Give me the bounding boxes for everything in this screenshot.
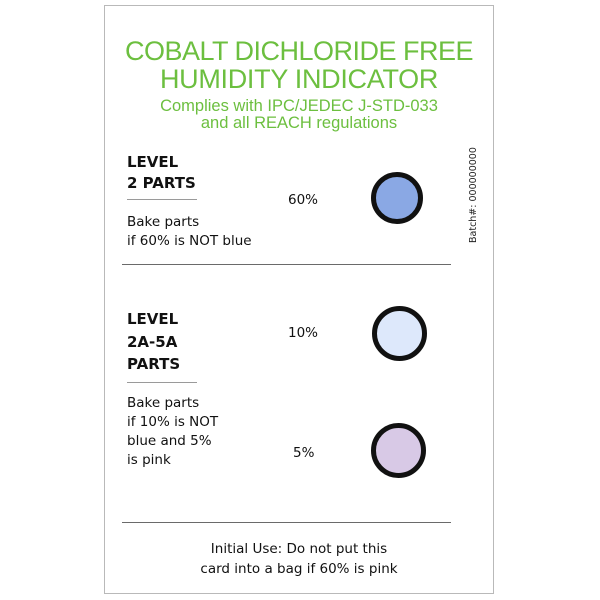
section2-level-line2: 2A-5A <box>127 332 178 351</box>
section1-instruction-line1: Bake parts <box>127 214 200 230</box>
section1-level-line1: LEVEL <box>127 153 179 171</box>
batch-number: Batch#: 000000000 <box>468 147 479 243</box>
section-divider-1 <box>122 264 451 265</box>
section2-level-line1: LEVEL <box>127 310 179 328</box>
subtitle-line1: Complies with IPC/JEDEC J-STD-033 <box>160 97 438 115</box>
section1-instruction <box>127 213 252 251</box>
section1-divider <box>127 199 197 200</box>
section2-instruction-line1: Bake parts <box>127 395 200 411</box>
humidity-spot-5 <box>371 423 426 478</box>
spot-60-label: 60% <box>288 192 319 208</box>
footer-line1: Initial Use: Do not put this <box>210 541 388 557</box>
section2-divider <box>127 382 197 383</box>
section2-level-heading <box>127 308 180 376</box>
humidity-spot-60 <box>371 172 423 224</box>
spot-10-label: 10% <box>288 325 319 341</box>
section1-level-heading <box>127 152 196 194</box>
footer-note <box>104 539 494 579</box>
title-line1: COBALT DICHLORIDE FREE <box>124 36 474 66</box>
footer-line2: card into a bag if 60% is pink <box>200 561 398 577</box>
section2-level-line3: PARTS <box>127 355 181 373</box>
section2-instruction-line3: blue and 5% <box>127 433 212 449</box>
section1-instruction-line2: if 60% is NOT blue <box>127 233 252 249</box>
title-line2: HUMIDITY INDICATOR <box>159 64 439 94</box>
section2-instruction-line4: is pink <box>127 452 171 468</box>
section2-instruction-line2: if 10% is NOT <box>127 414 219 430</box>
spot-5-label: 5% <box>293 445 315 461</box>
section1-level-line2: 2 PARTS <box>127 174 196 192</box>
section-divider-2 <box>122 522 451 523</box>
humidity-spot-10 <box>372 306 427 361</box>
section2-instruction <box>127 394 218 470</box>
subtitle-line2: and all REACH regulations <box>200 114 398 132</box>
